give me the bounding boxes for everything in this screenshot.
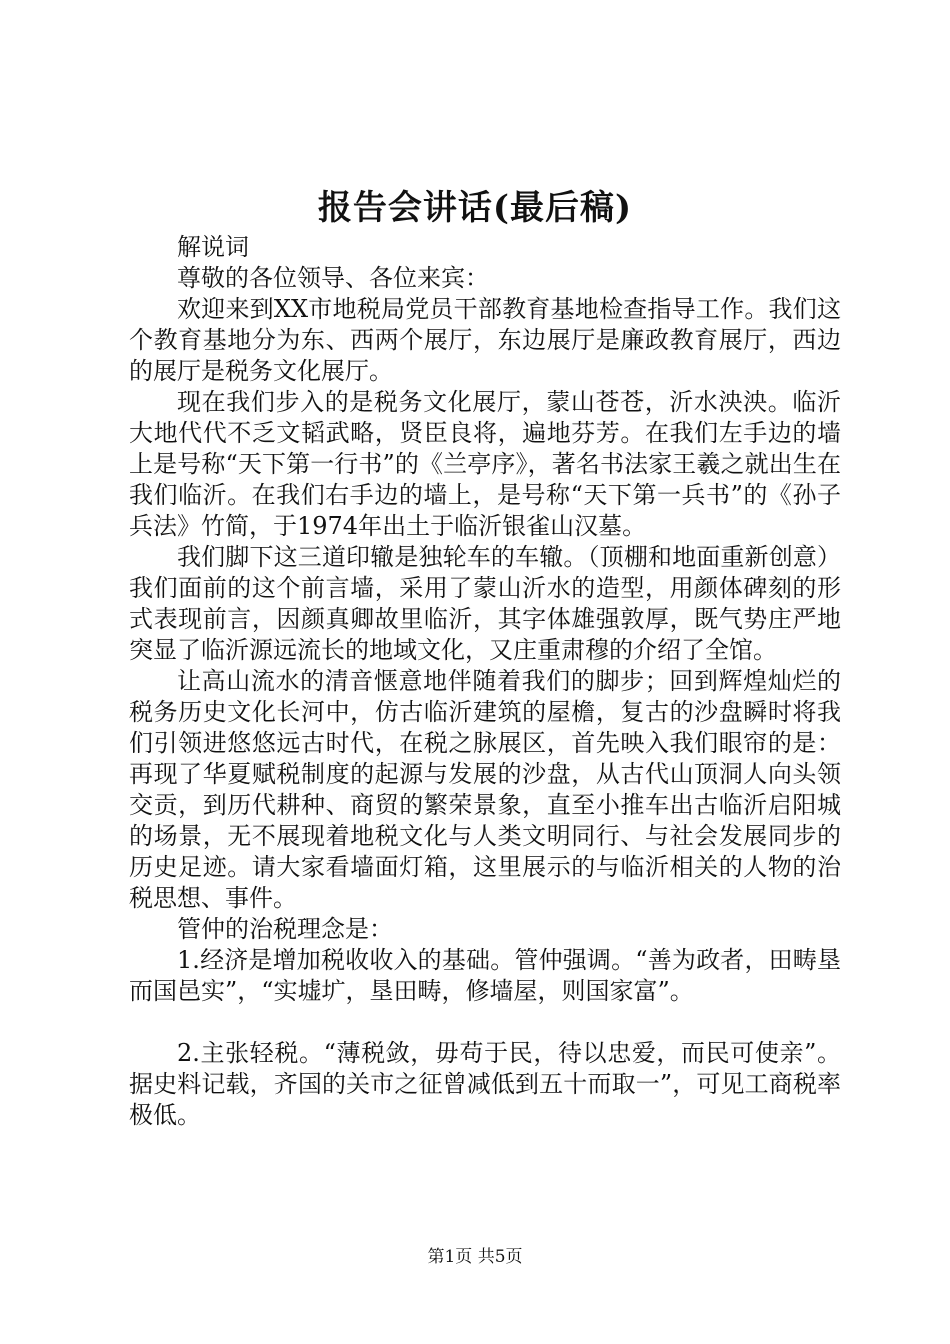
paragraph-culture-hall: 现在我们步入的是税务文化展厅，蒙山苍苍，沂水泱泱。临沂大地代代不乏文韬武略，贤臣良将，遍地芬芳。在我们左手边的墙上是号称“天下第一行书”的《兰亭序》，著名书法家王羲之就出生在我们临沂。在我们右手边的墙上，是号称“天下第一兵书”的《孙子兵法》竹简，于1974年出土于临沂银雀山汉墓。 <box>129 388 841 540</box>
paragraph-wheel-tracks: 我们脚下这三道印辙是独轮车的车辙。（顶棚和地面重新创意）我们面前的这个前言墙，采用了蒙山沂水的造型，用颜体碑刻的形式表现前言，因颜真卿故里临沂，其字体雄强敦厚，既气势庄严地突显了临沂源远流长的地域文化，又庄重肃穆的介绍了全馆。 <box>129 543 841 664</box>
paragraph-welcome: 欢迎来到XX市地税局党员干部教育基地检查指导工作。我们这个教育基地分为东、西两个展厅，东边展厅是廉政教育展厅，西边的展厅是税务文化展厅。 <box>129 295 841 385</box>
paragraph-heading: 解说词 <box>177 233 249 261</box>
document-body <box>129 232 841 1131</box>
document-title: 报告会讲话(最后稿) <box>317 188 633 228</box>
paragraph-history: 让高山流水的清音惬意地伴随着我们的脚步；回到辉煌灿烂的税务历史文化长河中，仿古临沂建筑的屋檐，复古的沙盘瞬时将我们引领进悠悠远古时代，在税之脉展区，首先映入我们眼帘的是：再现了华夏赋税制度的起源与发展的沙盘，从古代山顶洞人向头领交贡，到历代耕种、商贸的繁荣景象，直至小推车出古临沂启阳城的场景，无不展现着地税文化与人类文明同行、与社会发展同步的历史足迹。请大家看墙面灯箱，这里展示的与临沂相关的人物的治税思想、事件。 <box>129 667 841 912</box>
paragraph-guanzhong-intro: 管仲的治税理念是： <box>177 915 393 943</box>
paragraph-greeting: 尊敬的各位领导、各位来宾： <box>177 264 489 292</box>
paragraph-point-1: 1.经济是增加税收收入的基础。管仲强调。“善为政者，田畴垦而国邑实”，“实墟圹，垦田畴，修墙屋，则国家富”。 <box>129 946 841 1005</box>
page-number: 第1页 共5页 <box>427 1247 523 1267</box>
paragraph-point-2: 2.主张轻税。“薄税敛，毋苟于民，待以忠爱，而民可使亲”。据史料记载，齐国的关市之征曾减低到五十而取一”，可见工商税率极低。 <box>129 1039 841 1129</box>
